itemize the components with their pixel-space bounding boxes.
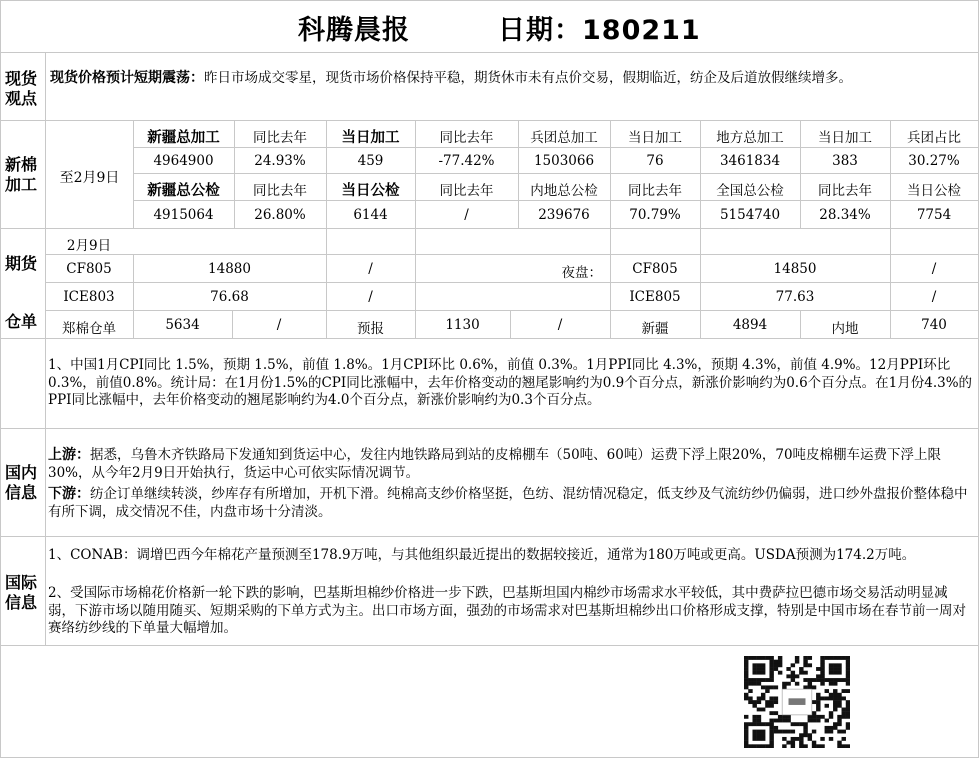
international-news-2: 2、受国际市场棉花价格新一轮下跌的影响，巴基斯坦棉纱价格进一步下跌，巴基斯坦国内棉纱市场需求水平较低，其中费萨拉巴德市场交易活动明显减弱，下游市场以随用随买、短期采购的下单方式为主。出口市场方面，强劲的市场需求对巴基斯坦棉纱出口价格形成支撑，特别是中国市场在春节前一周对赛络纺纱线的下单量大幅增加。 (48, 585, 966, 636)
cotton-header-cell: 兵团占比 (907, 130, 961, 146)
ice-value: 76.68 (210, 289, 249, 305)
cotton-value-cell: 28.34% (819, 207, 871, 223)
cotton-value-cell: 26.80% (254, 207, 306, 223)
xinjiang-label: 新疆 (641, 321, 669, 337)
night-cf-value: 14850 (773, 261, 817, 277)
cotton-value-cell: 459 (357, 153, 384, 169)
macro-news: 1、中国1月CPI同比 1.5%，预期 1.5%，前值 1.8%。1月CPI环比 0.6%，前值 0.3%。1月PPI同比 4.3%，预期 4.3%，前值 4.9%。12月PPI环比0.3%，前值0.8%。统计局：在1月份1.5%的CPI同比涨幅中，去年价格变动的翘尾影响约为0.9个百分点，新涨价影响约为0.6个百分点。在1月份4.3%的PPI同比涨幅中，去年价格变动的翘尾影响约为4.0个百分点，新涨价影响约为0.3个百分点。 (48, 357, 973, 408)
xinjiang-value: 4894 (732, 317, 768, 333)
ice-change: / (368, 289, 373, 305)
zz-receipt-value: 5634 (165, 317, 200, 333)
upstream-text: 据悉，乌鲁木齐铁路局下发通知到货运中心，发往内地铁路局到站的皮棉棚车（50吨、60吨）运费下浮上限20%，70吨皮棉棚车运费下浮上限30%，从今年2月9日开始执行，货运中心可依实际情况调节。 (48, 447, 942, 481)
international-news-1: 1、CONAB：调增巴西今年棉花产量预测至178.9万吨，与其他组织最近提出的数据较接近，通常为180万吨或更高。USDA预测为174.2万吨。 (48, 547, 916, 563)
cotton-header-cell: 当日加工 (818, 130, 872, 146)
zz-receipt-change: / (276, 317, 282, 333)
cotton-header-cell: 当日公检 (907, 183, 961, 199)
upstream-label: 上游： (48, 447, 90, 463)
cotton-value-cell: 5154740 (719, 207, 781, 223)
cotton-value-cell: 6144 (353, 207, 388, 223)
night-session-label: 夜盘： (561, 265, 602, 281)
cf-change: / (368, 261, 373, 277)
cotton-header-cell: 当日公检 (341, 183, 400, 199)
report-date: 日期：180211 (498, 15, 701, 46)
cotton-value-cell: 4964900 (153, 153, 214, 169)
warehouse-label: 仓单 (5, 312, 38, 331)
downstream-label: 下游： (48, 486, 90, 502)
cotton-value-cell: 4915064 (153, 207, 214, 223)
night-ice-change: / (931, 289, 937, 305)
cotton-header-cell: 当日加工 (341, 130, 400, 146)
cotton-value-cell: 1503066 (533, 153, 595, 169)
cf-code: CF805 (66, 261, 112, 277)
night-cf-change: / (931, 261, 937, 277)
cotton-header-cell: 同比去年 (253, 130, 307, 146)
cotton-header-cell: 同比去年 (628, 183, 682, 199)
night-cf-code: CF805 (632, 261, 678, 277)
cotton-header-cell: 新疆总加工 (147, 130, 220, 146)
spot-view-label: 现货观点 (5, 69, 38, 108)
forecast-change: / (557, 317, 563, 333)
zz-receipt-label: 郑棉仓单 (62, 321, 116, 337)
cotton-value-cell: 76 (646, 153, 664, 169)
cotton-header-cell: 全国总公检 (716, 183, 784, 199)
spot-view-text (50, 70, 972, 88)
forecast-label: 预报 (357, 321, 384, 337)
cotton-header-cell: 同比去年 (439, 183, 494, 199)
domestic-info-label: 国内信息 (5, 463, 38, 502)
qr-code-image (744, 656, 850, 748)
cotton-processing-label: 新棉加工 (5, 155, 38, 194)
inland-value: 740 (921, 317, 947, 333)
futures-date: 2月9日 (66, 238, 112, 254)
cotton-value-cell: 383 (832, 153, 858, 169)
night-ice-code: ICE805 (629, 289, 681, 305)
report-title: 科腾晨报 (298, 15, 410, 46)
cotton-header-cell: 当日加工 (628, 130, 682, 146)
domestic-downstream (48, 486, 973, 521)
cotton-header-cell: 同比去年 (818, 183, 872, 199)
futures-label: 期货 (5, 254, 38, 273)
forecast-value: 1130 (445, 317, 480, 333)
cotton-value-cell: 239676 (538, 207, 590, 223)
international-info-label: 国际信息 (5, 573, 38, 612)
domestic-upstream (48, 447, 973, 482)
cotton-header-cell: 同比去年 (253, 183, 307, 199)
cotton-header-cell: 新疆总公检 (147, 183, 220, 199)
cotton-value-cell: 24.93% (254, 153, 306, 169)
cotton-value-cell: 7754 (916, 207, 952, 223)
spot-view-body: 昨日市场成交零星，现货市场价格保持平稳，期货休市未有点价交易，假期临近，纺企及后道放假继续增多。 (204, 70, 852, 86)
cf-value: 14880 (208, 261, 251, 277)
cotton-value-cell: 3461834 (719, 153, 781, 169)
cotton-period: 至2月9日 (59, 170, 120, 186)
night-ice-value: 77.63 (775, 289, 815, 305)
cotton-value-cell: -77.42% (438, 153, 495, 169)
spot-view-headline: 现货价格预计短期震荡： (50, 70, 204, 86)
ice-code: ICE803 (63, 289, 115, 305)
cotton-header-cell: 兵团总加工 (530, 130, 598, 146)
cotton-header-cell: 内地总公检 (530, 183, 598, 199)
downstream-text: 纺企订单继续转淡，纱库存有所增加，开机下滑。纯棉高支纱价格坚挺，色纺、混纺情况稳定，低支纱及气流纺纱仍偏弱，进口纱外盘报价整体稳中有所下调，成交情况不佳，内盘市场十分清淡。 (48, 486, 968, 520)
inland-label: 内地 (831, 321, 859, 337)
cotton-header-cell: 地方总加工 (716, 130, 784, 146)
cotton-value-cell: / (464, 207, 469, 223)
cotton-value-cell: 30.27% (908, 153, 960, 169)
cotton-value-cell: 70.79% (629, 207, 681, 223)
cotton-header-cell: 同比去年 (439, 130, 494, 146)
